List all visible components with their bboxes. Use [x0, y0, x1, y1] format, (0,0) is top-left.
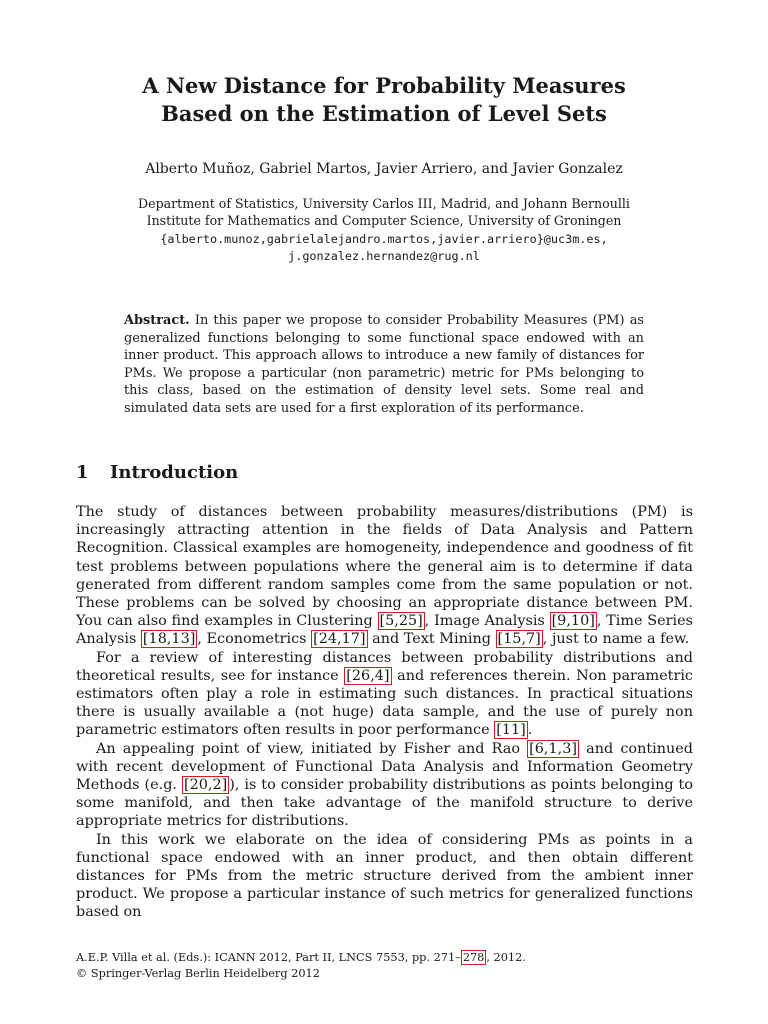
affiliation-line-1: Department of Statistics, University Carlos III, Madrid, and Johann Bernoulli [138, 196, 630, 211]
paper-title-line-2: Based on the Estimation of Level Sets [161, 101, 607, 126]
paragraph-text: The study of distances between probability measures/distributions (PM) is increasingly attracting attention in the fields of Data Analysis and Pattern Recognition. Classical examples are homogeneity, independence and goodness of fit test problems between populations where the general aim is to determine if data generated from different random samples come from the same population or not. These problems can be solved by choosing an appropriate distance between PM. You can also find examples in Clustering [76, 504, 693, 630]
paragraph-text: and references therein. Non parametric estimators often play a role in estimating such distances. In practical situations there is usually available a (not huge) data sample, and the use of purely non parametric estimators often results in poor performance [76, 667, 693, 739]
paragraph-2 [76, 649, 693, 740]
abstract [124, 312, 644, 418]
citation-link[interactable]: [24,17] [313, 631, 366, 648]
abstract-text: In this paper we propose to consider Probability Measures (PM) as generalized functions belonging to some functional space endowed with an inner product. This approach allows to introduce a new family of distances for PMs. We propose a particular (non parametric) metric for PMs belonging to this class, based on the estimation of density level sets. Some real and simulated data sets are used for a first exploration of its performance. [124, 313, 644, 416]
paragraph-4: In this work we elaborate on the idea of considering PMs as points in a functional space endowed with an inner product, and then obtain different distances for PMs from the metric structure derived from the ambient inner product. We propose a particular instance of such metrics for generalized functions based on [76, 831, 693, 921]
paragraph-text: An appealing point of view, initiated by Fisher and Rao [96, 740, 528, 757]
paper-title-line-1: A New Distance for Probability Measures [142, 73, 626, 98]
author-emails-2: j.gonzalez.hernandez@rug.nl [288, 249, 480, 263]
abstract-label: Abstract. [124, 313, 190, 328]
author-emails-1: {alberto.munoz,gabrielalejandro.martos,javier.arriero}@uc3m.es, [160, 232, 608, 246]
paragraph-text: . [527, 722, 533, 739]
citation-link[interactable]: [26,4] [346, 667, 390, 684]
citation-link[interactable]: [15,7] [497, 631, 541, 648]
section-heading [76, 462, 238, 483]
footer-text: , 2012. [486, 951, 526, 964]
footer-citation [76, 950, 526, 966]
paragraph-1 [76, 503, 693, 649]
page-link[interactable]: 278 [462, 951, 485, 964]
paragraph-text: For a review of interesting distances between probability distributions and theoretical results, see for instance [76, 649, 693, 684]
citation-link[interactable]: [5,25] [379, 613, 423, 630]
section-number: 1 [76, 462, 89, 483]
paragraph-text: , just to name a few. [542, 631, 690, 648]
footer-text: A.E.P. Villa et al. (Eds.): ICANN 2012, Part II, LNCS 7553, pp. 271– [76, 951, 461, 964]
paragraph-text: and continued with recent development of Functional Data Analysis and Information Geometry Methods (e.g. [76, 740, 693, 794]
section-title: Introduction [110, 462, 239, 483]
author-list: Alberto Muñoz, Gabriel Martos, Javier Arriero, and Javier Gonzalez [145, 161, 623, 177]
paragraph-text: , Time Series Analysis [76, 613, 694, 648]
affiliation-line-2: Institute for Mathematics and Computer Science, University of Groningen [146, 213, 622, 228]
citation-link[interactable]: [6,1,3] [529, 740, 578, 757]
paragraph-text: , Image Analysis [424, 613, 550, 630]
citation-link[interactable]: [20,2] [183, 777, 228, 794]
footer-copyright: © Springer-Verlag Berlin Heidelberg 2012 [76, 967, 320, 980]
citation-link[interactable]: [11] [496, 722, 526, 739]
publication-footer [76, 950, 526, 982]
paragraph-text: and Text Mining [367, 631, 496, 648]
citation-link[interactable]: [18,13] [142, 631, 196, 648]
paragraph-3 [76, 740, 693, 831]
body-text [76, 503, 693, 922]
citation-link[interactable]: [9,10] [551, 613, 595, 630]
paragraph-text: , Econometrics [197, 631, 312, 648]
paragraph-text: ), is to consider probability distributions as points belonging to some manifold, and then take advantage of the manifold structure to derive appropriate metrics for distributions. [76, 777, 693, 830]
